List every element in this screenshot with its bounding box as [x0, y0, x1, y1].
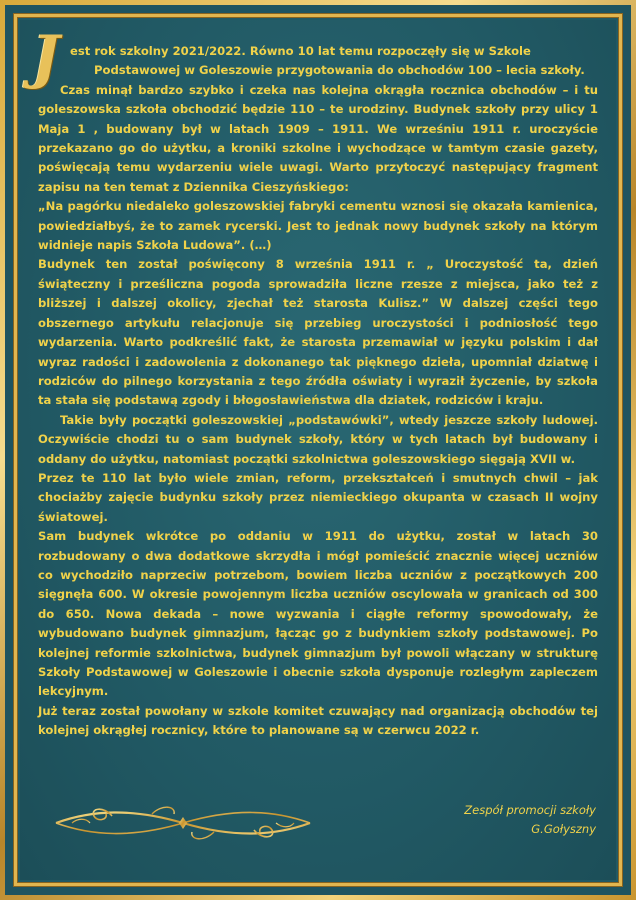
opening-text-line2: Podstawowej w Goleszowie przygotowania do obchodów 100 – lecia szkoły. — [94, 63, 585, 78]
paragraph-5: Sam budynek wkrótce po oddaniu w 1911 do użytku, został w latach 30 rozbudowany o dwa dodatkowe skrzydła i mógł pomieścić znacznie więcej uczniów co wychodziło naprzeciw potrzebom, bowiem liczba uczniów z początkowych 200 sięgnęła 600. W okresie powojennym liczba uczniów oscylowała w granicach od 300 do 650. Nowa dekada – nowe wyzwania i ciągłe reformy spowodowały, że wybudowano budynek gimnazjum, łącząc go z budynkiem szkoły podstawowej. Po kolejnej reformie szkolnictwa, budynek gimnazjum był powoli włączany w strukturę Szkoły Podstawowej w Goleszowie i obecnie szkoła dysponuje rozległym zapleczem lekcyjnym. — [38, 529, 598, 699]
signature-block — [464, 801, 596, 839]
gold-flourish-ornament — [52, 800, 314, 846]
paragraph-2: Budynek ten został poświęcony 8 września 1911 r. „ Uroczystość ta, dzień świąteczny i prześliczna pogoda sprowadziła liczne rzesze z miejsca, jako też z bliższej i dalszej okolicy, zjechał też starosta Kulisz.” W dalszej części tego obszernego artykułu relacjonuje się przebieg uroczystości i podniosłość tego wydarzenia. Warto podkreślić fakt, że starosta przemawiał w języku polskim i dał wyraz radości i zadowolenia z dokonanego tak pięknego dzieła, upomniał dziatwę i rodziców do pilnego korzystania z tego źródła oświaty i wyraził życzenie, by szkoła ta stała się podstawą zgody i błogosławieństwa dla dziatek, rodziców i kraju. — [38, 257, 598, 408]
opening-text-line1: est rok szkolny 2021/2022. Równo 10 lat temu rozpoczęły się w Szkole — [70, 44, 531, 58]
signature-author: G.Gołyszny — [531, 822, 596, 836]
letter-body — [32, 23, 598, 741]
quote-paragraph: „Na pagórku niedaleko goleszowskiej fabryki cementu wznosi się okazała kamienica, powiedziałbyś, że to zamek rycerski. Jest to jednak nowy budynek szkoły na którym widnieje napis Szkoła Ludowa”. (…) — [38, 199, 598, 253]
paragraph-1: Czas minął bardzo szybko i czeka nas kolejna okrągła rocznica obchodów – i tu goleszowska szkoła obchodzić będzie 110 – te urodziny. Budynek szkoły przy ulicy 1 Maja 1 , budowany był w latach 1909 – 1911. We wrześniu 1911 r. uroczyście przekazano go do użytku, a kroniki szkolne i wychodzące w tamtym czasie gazety, poświęcają temu wydarzeniu wiele uwagi. Warto przytoczyć następujący fragment zapisu na ten temat z Dziennika Cieszyńskiego: — [38, 82, 598, 194]
paragraph-6: Już teraz został powołany w szkole komitet czuwający nad organizacją obchodów tej kolejnej okrągłej rocznicy, które to planowane są w czerwcu 2022 r. — [38, 703, 598, 738]
paragraph-3: Takie były początki goleszowskiej „podstawówki”, wtedy jeszcze szkoły ludowej. Oczywiście chodzi tu o sam budynek szkoły, który w tych latach był budowany i oddany do użytku, natomiast początki szkolnictwa goleszowskiego sięgają XVII w. — [38, 412, 598, 466]
paragraph-4: Przez te 110 lat było wiele zmian, reform, przekształceń i smutnych chwil – jak chociażby zajęcie budynku szkoły przez niemieckiego okupanta w czasach II wojny światowej. — [38, 470, 598, 524]
signature-team: Zespół promocji szkoły — [464, 803, 596, 817]
dropcap-letter: J — [32, 23, 60, 91]
